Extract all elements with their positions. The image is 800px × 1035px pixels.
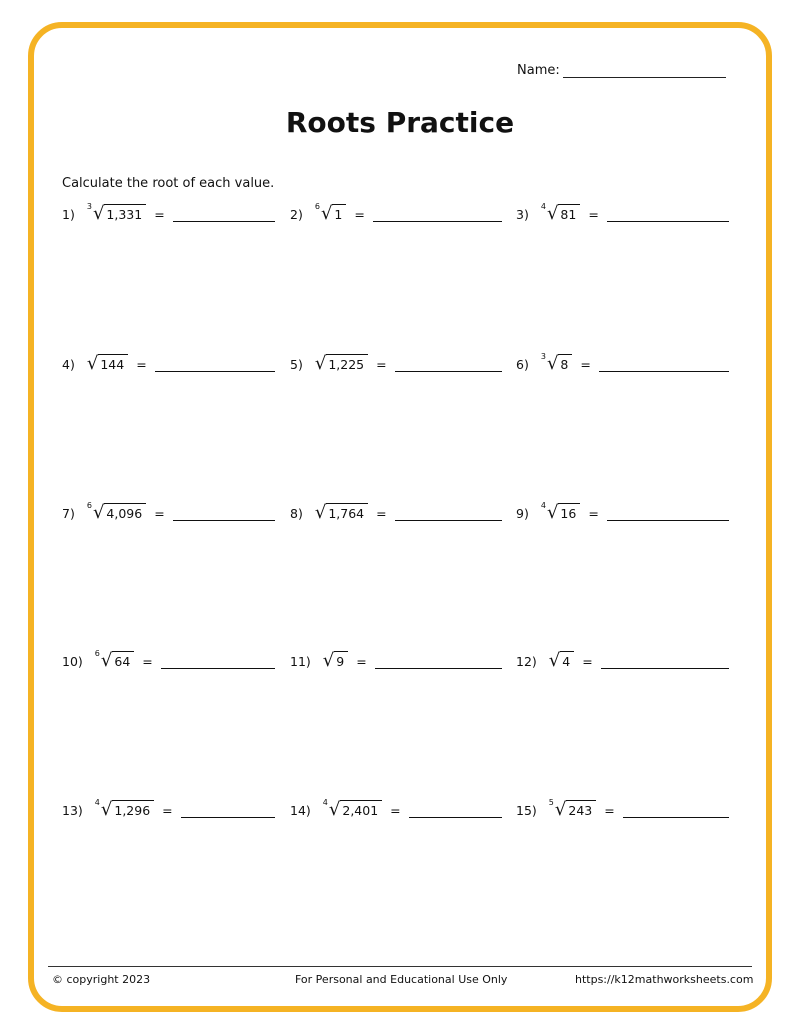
radicand: 1,331 xyxy=(104,204,146,226)
answer-line[interactable] xyxy=(395,371,502,372)
radicand: 16 xyxy=(558,503,580,525)
equals-sign: = xyxy=(356,654,367,669)
radicand: 1,764 xyxy=(326,503,368,525)
answer-line[interactable] xyxy=(161,668,275,669)
name-field[interactable] xyxy=(517,63,726,78)
problem-item xyxy=(516,202,729,226)
equals-sign: = xyxy=(390,803,401,818)
radical-icon: √ xyxy=(86,353,99,374)
radicand: 4,096 xyxy=(104,503,146,525)
equals-sign: = xyxy=(136,357,147,372)
root-index: 6 xyxy=(86,501,92,510)
problem-number: 15) xyxy=(516,803,537,818)
radical-expression xyxy=(315,352,368,376)
radical-icon: √ xyxy=(92,203,105,224)
problem-item xyxy=(290,798,502,822)
problem-item xyxy=(516,352,729,376)
problem-number: 4) xyxy=(62,357,75,372)
problem-item xyxy=(290,501,502,525)
name-label: Name: xyxy=(517,63,560,78)
radical-expression xyxy=(323,798,382,822)
root-index: 3 xyxy=(540,352,546,361)
problem-number: 14) xyxy=(290,803,311,818)
problem-item xyxy=(62,798,275,822)
answer-line[interactable] xyxy=(173,221,275,222)
problem-number: 2) xyxy=(290,207,303,222)
radical-expression xyxy=(95,798,154,822)
radical-expression xyxy=(87,501,146,525)
problem-number: 9) xyxy=(516,506,529,521)
radicand: 144 xyxy=(98,354,128,376)
root-index: 4 xyxy=(322,798,328,807)
problem-item xyxy=(516,649,729,673)
footer-site[interactable]: https://k12mathworksheets.com xyxy=(575,973,754,986)
problem-number: 1) xyxy=(62,207,75,222)
radical-icon: √ xyxy=(92,502,105,523)
radicand: 64 xyxy=(112,651,134,673)
radical-expression xyxy=(315,501,368,525)
problem-item xyxy=(516,798,729,822)
equals-sign: = xyxy=(580,357,591,372)
root-index: 6 xyxy=(314,202,320,211)
root-index: 4 xyxy=(540,202,546,211)
equals-sign: = xyxy=(162,803,173,818)
radical-expression xyxy=(95,649,134,673)
radicand: 8 xyxy=(558,354,572,376)
problem-item xyxy=(290,352,502,376)
problem-number: 11) xyxy=(290,654,311,669)
answer-line[interactable] xyxy=(375,668,502,669)
radical-icon: √ xyxy=(546,502,559,523)
radical-icon: √ xyxy=(314,502,327,523)
name-line[interactable] xyxy=(563,63,726,78)
radical-icon: √ xyxy=(322,650,335,671)
problem-number: 7) xyxy=(62,506,75,521)
problem-item xyxy=(290,202,502,226)
radical-icon: √ xyxy=(546,353,559,374)
radical-expression xyxy=(323,649,348,673)
answer-line[interactable] xyxy=(395,520,502,521)
equals-sign: = xyxy=(588,506,599,521)
equals-sign: = xyxy=(376,357,387,372)
equals-sign: = xyxy=(376,506,387,521)
answer-line[interactable] xyxy=(409,817,502,818)
radicand: 81 xyxy=(558,204,580,226)
problem-item xyxy=(62,202,275,226)
radical-icon: √ xyxy=(548,650,561,671)
equals-sign: = xyxy=(588,207,599,222)
radical-expression xyxy=(549,649,574,673)
equals-sign: = xyxy=(154,207,165,222)
problem-number: 6) xyxy=(516,357,529,372)
answer-line[interactable] xyxy=(181,817,275,818)
root-index: 4 xyxy=(540,501,546,510)
radicand: 4 xyxy=(560,651,574,673)
problem-item xyxy=(62,649,275,673)
instructions: Calculate the root of each value. xyxy=(62,176,275,191)
radical-expression xyxy=(87,202,146,226)
radical-expression xyxy=(541,501,580,525)
radical-icon: √ xyxy=(314,353,327,374)
answer-line[interactable] xyxy=(373,221,502,222)
page-title: Roots Practice xyxy=(285,106,515,139)
problem-item xyxy=(516,501,729,525)
answer-line[interactable] xyxy=(173,520,275,521)
equals-sign: = xyxy=(354,207,365,222)
problem-number: 5) xyxy=(290,357,303,372)
radicand: 243 xyxy=(566,800,596,822)
footer-divider xyxy=(48,966,752,967)
problem-number: 13) xyxy=(62,803,83,818)
radical-icon: √ xyxy=(546,203,559,224)
footer-usage: For Personal and Educational Use Only xyxy=(295,973,508,986)
answer-line[interactable] xyxy=(601,668,729,669)
root-index: 6 xyxy=(94,649,100,658)
radicand: 2,401 xyxy=(340,800,382,822)
radical-expression xyxy=(541,202,580,226)
equals-sign: = xyxy=(604,803,615,818)
radical-expression xyxy=(87,352,128,376)
answer-line[interactable] xyxy=(607,221,729,222)
radical-icon: √ xyxy=(100,650,113,671)
radicand: 9 xyxy=(334,651,348,673)
problem-item xyxy=(62,352,275,376)
problem-item xyxy=(290,649,502,673)
problem-number: 3) xyxy=(516,207,529,222)
radical-icon: √ xyxy=(100,799,113,820)
radical-icon: √ xyxy=(320,203,333,224)
problem-number: 8) xyxy=(290,506,303,521)
equals-sign: = xyxy=(582,654,593,669)
radical-expression xyxy=(315,202,347,226)
radical-expression xyxy=(541,352,573,376)
radicand: 1 xyxy=(332,204,346,226)
root-index: 4 xyxy=(94,798,100,807)
problem-number: 10) xyxy=(62,654,83,669)
radical-icon: √ xyxy=(554,799,567,820)
problem-number: 12) xyxy=(516,654,537,669)
radical-expression xyxy=(549,798,596,822)
footer-copyright: © copyright 2023 xyxy=(52,973,151,986)
answer-line[interactable] xyxy=(155,371,275,372)
equals-sign: = xyxy=(142,654,153,669)
answer-line[interactable] xyxy=(607,520,729,521)
answer-line[interactable] xyxy=(623,817,729,818)
problem-item xyxy=(62,501,275,525)
root-index: 3 xyxy=(86,202,92,211)
radical-icon: √ xyxy=(328,799,341,820)
equals-sign: = xyxy=(154,506,165,521)
radicand: 1,225 xyxy=(326,354,368,376)
answer-line[interactable] xyxy=(599,371,729,372)
radicand: 1,296 xyxy=(112,800,154,822)
root-index: 5 xyxy=(548,798,554,807)
